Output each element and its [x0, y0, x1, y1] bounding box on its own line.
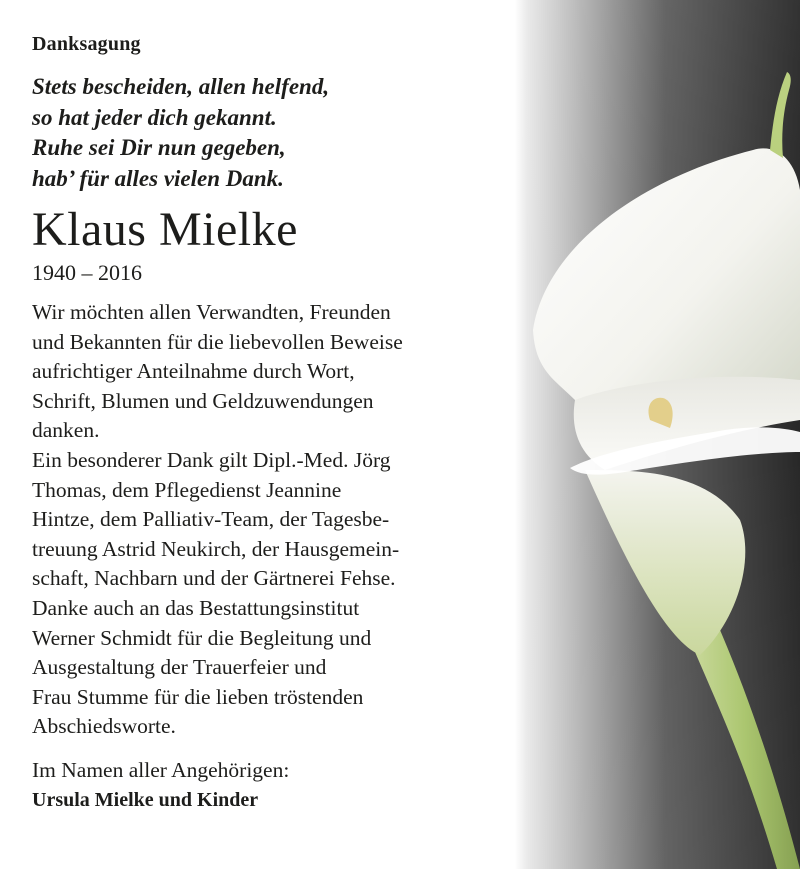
verse-line: Stets bescheiden, allen helfend,	[32, 74, 330, 99]
closing-line: Im Namen aller Angehörigen:	[32, 757, 290, 782]
throat	[574, 377, 800, 470]
body-line: Ausgestaltung der Trauerfeier und	[32, 655, 327, 680]
body-line: Werner Schmidt für die Begleitung und	[32, 625, 372, 650]
body-line: treuung Astrid Neukirch, der Hausgemein-	[32, 536, 400, 561]
life-dates: 1940 – 2016	[32, 260, 142, 285]
bloom-base	[585, 470, 745, 655]
body-line: Thomas, dem Pflegedienst Jeannine	[32, 477, 342, 502]
body-line: Wir möchten allen Verwandten, Freunden	[32, 300, 391, 324]
body-line: und Bekannten für die liebevollen Beweise	[32, 329, 403, 354]
verse-line: so hat jeder dich gekannt.	[32, 104, 277, 130]
verse-line: Ruhe sei Dir nun gegeben,	[32, 135, 286, 160]
notice-heading: Danksagung	[32, 33, 141, 55]
stem	[690, 630, 800, 869]
petal	[533, 148, 800, 440]
verse-line: hab’ für alles vielen Dank.	[32, 165, 284, 191]
body-line: danken.	[32, 418, 100, 443]
obituary-content	[32, 30, 522, 815]
body-line: schaft, Nachbarn und der Gärtnerei Fehse.	[32, 566, 396, 591]
petal-tip	[770, 72, 791, 158]
body-line: Schrift, Blumen und Geldzuwendungen	[32, 388, 374, 413]
body-line: Abschiedsworte.	[32, 714, 176, 739]
spadix	[648, 398, 672, 428]
body-line: Ein besonderer Dank gilt Dipl.-Med. Jörg	[32, 447, 391, 472]
body-line: Frau Stumme für die lieben tröstenden	[32, 684, 364, 709]
body-line: Hintze, dem Palliativ-Team, der Tagesbe-	[32, 507, 390, 532]
deceased-name: Klaus Mielke	[32, 203, 298, 256]
body-line: aufrichtiger Anteilnahme durch Wort,	[32, 359, 355, 384]
petal-lip	[570, 427, 800, 474]
closing-block	[32, 756, 522, 815]
calla-lily-icon	[515, 0, 800, 869]
verse	[32, 72, 522, 194]
thanks-text	[32, 298, 522, 742]
signature: Ursula Mielke und Kinder	[32, 788, 259, 811]
flower-panel	[515, 0, 800, 869]
body-line: Danke auch an das Bestattungsinstitut	[32, 595, 360, 620]
